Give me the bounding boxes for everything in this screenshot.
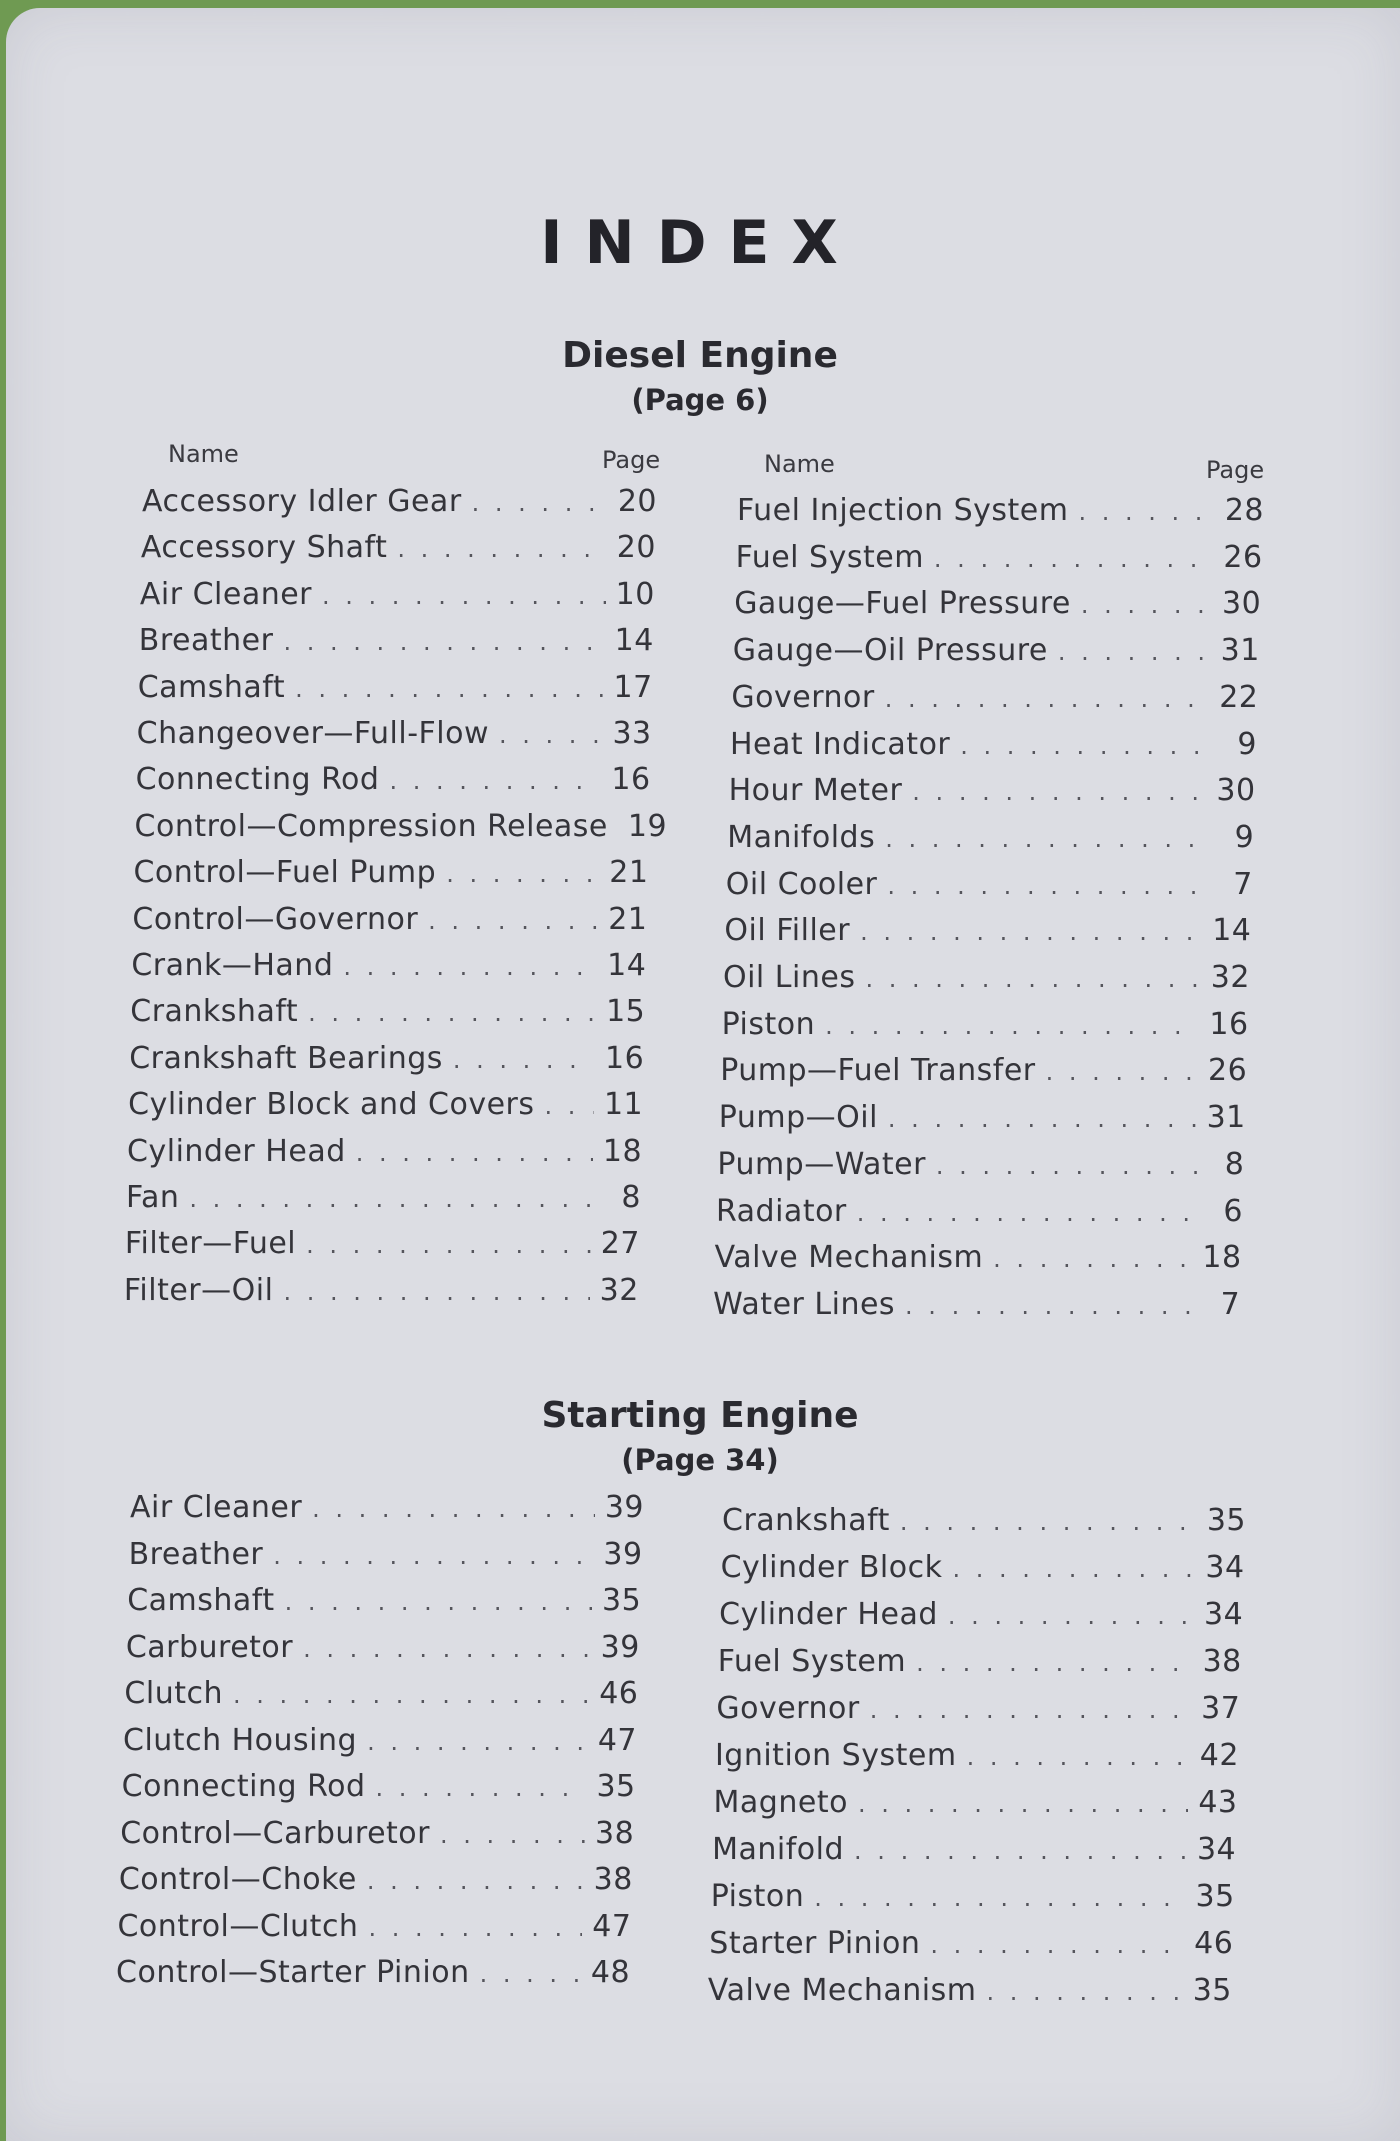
entry-name: Clutch Housing [123,1722,358,1758]
index-entry [129,1041,644,1076]
index-entry [719,1100,1246,1135]
dot-leader [948,1602,1194,1630]
entry-name: Fuel System [735,539,924,575]
index-entry [125,1226,640,1261]
entry-name: Manifold [712,1832,845,1867]
dot-leader [356,1139,593,1167]
dot-leader [865,965,1200,993]
entry-name: Crankshaft [130,994,299,1030]
entry-page-number: 42 [1199,1738,1239,1773]
index-entry [122,1769,636,1804]
dot-leader [283,628,604,656]
entry-page-number: 7 [1220,1286,1241,1322]
entry-page-number: 17 [613,669,653,705]
entry-name: Radiator [715,1193,847,1229]
entry-name: Oil Lines [722,960,856,995]
entry-name: Connecting Rod [121,1769,366,1804]
dot-leader [860,918,1202,946]
dot-leader [934,545,1213,573]
index-entry [726,867,1253,902]
entry-page-number: 27 [600,1226,640,1262]
entry-page-number: 22 [1219,679,1259,715]
dot-leader [343,953,597,981]
entry-name: Camshaft [137,669,286,705]
entry-page-number: 11 [603,1087,644,1123]
entry-name: Accessory Idler Gear [142,484,462,519]
entry-name: Control—Fuel Pump [133,855,437,891]
dot-leader [857,1199,1197,1227]
entry-name: Governor [716,1691,860,1726]
dot-leader [306,1231,591,1259]
index-entry [116,1955,630,1990]
index-entry [718,1644,1242,1679]
index-entry [722,1503,1246,1538]
dot-leader [900,1508,1197,1536]
dot-leader [854,1837,1187,1865]
entry-page-number: 35 [602,1583,642,1618]
dot-leader [453,1046,595,1074]
entry-name: Control—Clutch [117,1908,359,1944]
entry-name: Manifolds [727,819,876,855]
index-entry [730,727,1257,762]
dot-leader [446,860,599,888]
index-entry [117,1909,631,1944]
index-entry [137,716,652,751]
dot-leader [376,1774,587,1802]
entry-name: Carburetor [125,1629,294,1665]
entry-name: Fuel Injection System [737,493,1069,528]
entry-name: Governor [731,679,875,715]
entry-name: Heat Indicator [729,726,951,762]
dot-leader [283,1278,589,1306]
index-entry [120,1816,634,1851]
entry-page-number: 39 [603,1536,643,1572]
dot-leader [825,1012,1199,1040]
entry-name: Control—Carburetor [120,1815,430,1851]
entry-name: Piston [710,1879,805,1914]
entry-page-number: 35 [1192,1973,1232,2008]
entry-name: Connecting Rod [135,762,380,798]
dot-leader [233,1681,589,1709]
entry-name: Gauge—Oil Pressure [732,633,1048,669]
dot-leader [885,685,1209,713]
index-entry [737,493,1264,528]
dot-leader [1046,1058,1198,1086]
index-entry [715,1240,1242,1275]
entry-page-number: 14 [1212,913,1252,949]
entry-page-number: 34 [1203,1597,1244,1632]
index-entry [136,762,651,797]
index-entry [138,670,653,705]
index-entry [128,1087,643,1122]
index-entry [736,540,1263,575]
dot-leader [870,1696,1191,1724]
index-entry [126,1630,640,1665]
index-entry [716,1691,1240,1726]
entry-page-number: 39 [604,1490,644,1525]
entry-name: Cylinder Block [720,1550,943,1585]
dot-leader [480,1960,581,1988]
entry-name: Valve Mechanism [707,1973,977,2008]
index-entry [127,1134,642,1169]
entry-name: Changeover—Full-Flow [136,716,490,751]
entry-page-number: 46 [599,1676,639,1711]
index-entry [141,530,656,565]
entry-name: Cylinder Head [127,1133,346,1169]
entry-name: Gauge—Fuel Pressure [734,586,1071,622]
dot-leader [960,732,1211,760]
dot-leader [967,1743,1190,1771]
entry-name: Cylinder Block and Covers [128,1087,535,1123]
entry-page-number: 16 [1209,1006,1249,1042]
entry-name: Filter—Fuel [124,1226,297,1262]
entry-page-number: 16 [611,762,651,798]
entry-page-number: 31 [1206,1100,1246,1136]
dot-leader [905,1292,1194,1320]
starting-engine-heading: Starting Engine [541,1395,859,1436]
index-entry [711,1879,1235,1914]
entry-name: Pump—Water [717,1146,926,1182]
entry-page-number: 30 [1216,773,1256,809]
dot-leader [285,1588,592,1616]
entry-name: Starter Pinion [709,1926,921,1961]
entry-page-number: 26 [1223,539,1263,575]
entry-name: Breather [138,623,274,659]
dot-leader [885,825,1208,853]
entry-page-number: 16 [605,1040,645,1076]
dot-leader [273,1542,593,1570]
entry-page-number: 21 [608,901,648,937]
entry-name: Valve Mechanism [714,1240,984,1276]
left-column-page-header: Page [602,446,661,474]
dot-leader [930,1931,1184,1959]
entry-page-number: 38 [1202,1644,1242,1679]
entry-page-number: 14 [614,623,654,659]
entry-name: Hour Meter [728,773,903,809]
entry-page-number: 20 [617,484,657,519]
dot-leader [887,872,1206,900]
index-entry [723,960,1250,995]
dot-leader [428,907,598,935]
index-entry [709,1926,1233,1961]
dot-leader [986,1978,1182,2006]
entry-page-number: 15 [606,994,646,1030]
entry-page-number: 35 [1206,1503,1246,1538]
entry-name: Air Cleaner [139,576,313,612]
dot-leader [545,1092,594,1120]
left-column-name-header: Name [168,440,239,468]
entry-page-number: 26 [1208,1053,1248,1089]
dot-leader [189,1185,595,1213]
index-entry [722,1007,1249,1042]
entry-name: Ignition System [714,1738,957,1773]
index-entry [733,633,1260,668]
dot-leader [308,999,596,1027]
index-entry [720,1053,1247,1088]
entry-name: Camshaft [127,1583,275,1618]
entry-name: Water Lines [713,1286,896,1322]
entry-name: Accessory Shaft [140,530,388,566]
entry-name: Fan [125,1180,180,1215]
entry-page-number: 8 [1224,1146,1245,1182]
starting-engine-page-ref: (Page 34) [621,1443,779,1477]
entry-page-number: 10 [615,576,655,612]
entry-page-number: 37 [1201,1691,1241,1726]
entry-page-number: 39 [600,1629,640,1665]
entry-page-number: 6 [1223,1193,1243,1229]
right-column-name-header: Name [764,450,835,478]
entry-name: Crank—Hand [131,948,334,983]
index-entry [717,1147,1244,1182]
entry-name: Fuel System [717,1644,907,1679]
dot-leader [858,1790,1188,1818]
index-entry [712,1832,1236,1867]
entry-page-number: 38 [593,1862,633,1897]
index-entry [124,1676,638,1711]
dot-leader [936,1152,1198,1180]
index-entry [134,808,668,844]
entry-name: Clutch [124,1676,223,1711]
entry-page-number: 43 [1198,1785,1238,1820]
index-entry [133,855,648,890]
entry-page-number: 47 [592,1908,632,1944]
entry-page-number: 32 [1210,960,1250,995]
dot-leader [1058,638,1211,666]
index-entry [708,1973,1232,2008]
entry-page-number: 14 [607,948,647,983]
dot-leader [303,1635,591,1663]
dot-leader [295,675,603,703]
index-entry [123,1723,637,1758]
entry-page-number: 30 [1222,586,1262,622]
dot-leader [912,778,1206,806]
entry-page-number: 48 [590,1955,631,1990]
index-entry [713,1287,1240,1322]
index-entry [729,773,1256,808]
index-entry [142,484,657,519]
entry-name: Pump—Oil [718,1100,878,1136]
dot-leader [888,1105,1197,1133]
dot-leader [440,1821,585,1849]
entry-page-number: 18 [602,1133,643,1169]
dot-leader [367,1867,584,1895]
dot-leader [499,721,602,749]
index-entry [119,1862,633,1897]
dot-leader [367,1728,588,1756]
dot-leader [322,582,606,610]
index-entry [727,820,1254,855]
entry-name: Control—Choke [118,1862,357,1897]
entry-page-number: 19 [627,808,668,844]
dot-leader [993,1245,1192,1273]
index-entry [719,1597,1243,1632]
index-entry [132,902,647,937]
index-entry [714,1785,1238,1820]
entry-page-number: 8 [621,1180,641,1215]
right-column-page-header: Page [1206,456,1265,484]
entry-name: Magneto [713,1785,848,1820]
index-entry [126,1180,641,1215]
index-entry [715,1738,1239,1773]
entry-name: Control—Compression Release [134,808,608,844]
dot-leader [472,489,608,517]
entry-name: Air Cleaner [130,1490,303,1525]
entry-name: Oil Filler [724,913,851,949]
entry-page-number: 35 [1195,1879,1235,1914]
index-entry [716,1194,1243,1229]
entry-name: Oil Cooler [725,866,878,902]
index-entry [734,586,1261,621]
index-entry [131,948,646,983]
index-entry [731,680,1258,715]
index-entry [724,913,1251,948]
dot-leader [916,1649,1192,1677]
dot-leader [1078,498,1214,526]
index-entry [139,623,654,658]
diesel-engine-page-ref: (Page 6) [631,383,769,417]
entry-page-number: 31 [1220,633,1260,669]
index-entry [130,1490,644,1525]
entry-page-number: 9 [1237,726,1257,762]
entry-page-number: 20 [616,530,656,566]
entry-name: Piston [721,1006,816,1042]
entry-page-number: 46 [1194,1926,1234,1961]
entry-name: Filter—Oil [123,1272,274,1308]
entry-name: Pump—Fuel Transfer [720,1053,1036,1089]
entry-page-number: 33 [612,716,652,751]
entry-name: Crankshaft Bearings [129,1040,443,1076]
index-entry [130,994,645,1029]
entry-name: Breather [128,1536,264,1572]
diesel-engine-heading: Diesel Engine [562,335,838,376]
entry-page-number: 18 [1202,1240,1242,1276]
dot-leader [1081,591,1212,619]
index-entry [140,577,655,612]
dot-leader [814,1884,1185,1912]
entry-page-number: 34 [1205,1550,1245,1585]
page-title: INDEX [540,208,860,278]
entry-page-number: 7 [1233,866,1253,902]
entry-name: Crankshaft [722,1503,890,1538]
dot-leader [397,535,606,563]
index-entry [721,1550,1245,1585]
index-entry [127,1583,641,1618]
index-entry [129,1537,643,1572]
entry-page-number: 35 [596,1769,636,1804]
entry-name: Control—Starter Pinion [116,1955,470,1990]
entry-page-number: 28 [1224,493,1264,528]
dot-leader [952,1555,1195,1583]
entry-page-number: 34 [1196,1832,1237,1867]
dot-leader [312,1495,595,1523]
entry-page-number: 32 [599,1272,639,1308]
entry-name: Cylinder Head [719,1597,938,1632]
entry-page-number: 21 [609,855,649,891]
entry-page-number: 47 [597,1722,638,1758]
index-entry [124,1273,639,1308]
dot-leader [389,767,601,795]
entry-page-number: 38 [595,1815,635,1851]
entry-page-number: 9 [1234,819,1255,855]
entry-name: Control—Governor [132,901,419,937]
dot-leader [368,1914,582,1942]
